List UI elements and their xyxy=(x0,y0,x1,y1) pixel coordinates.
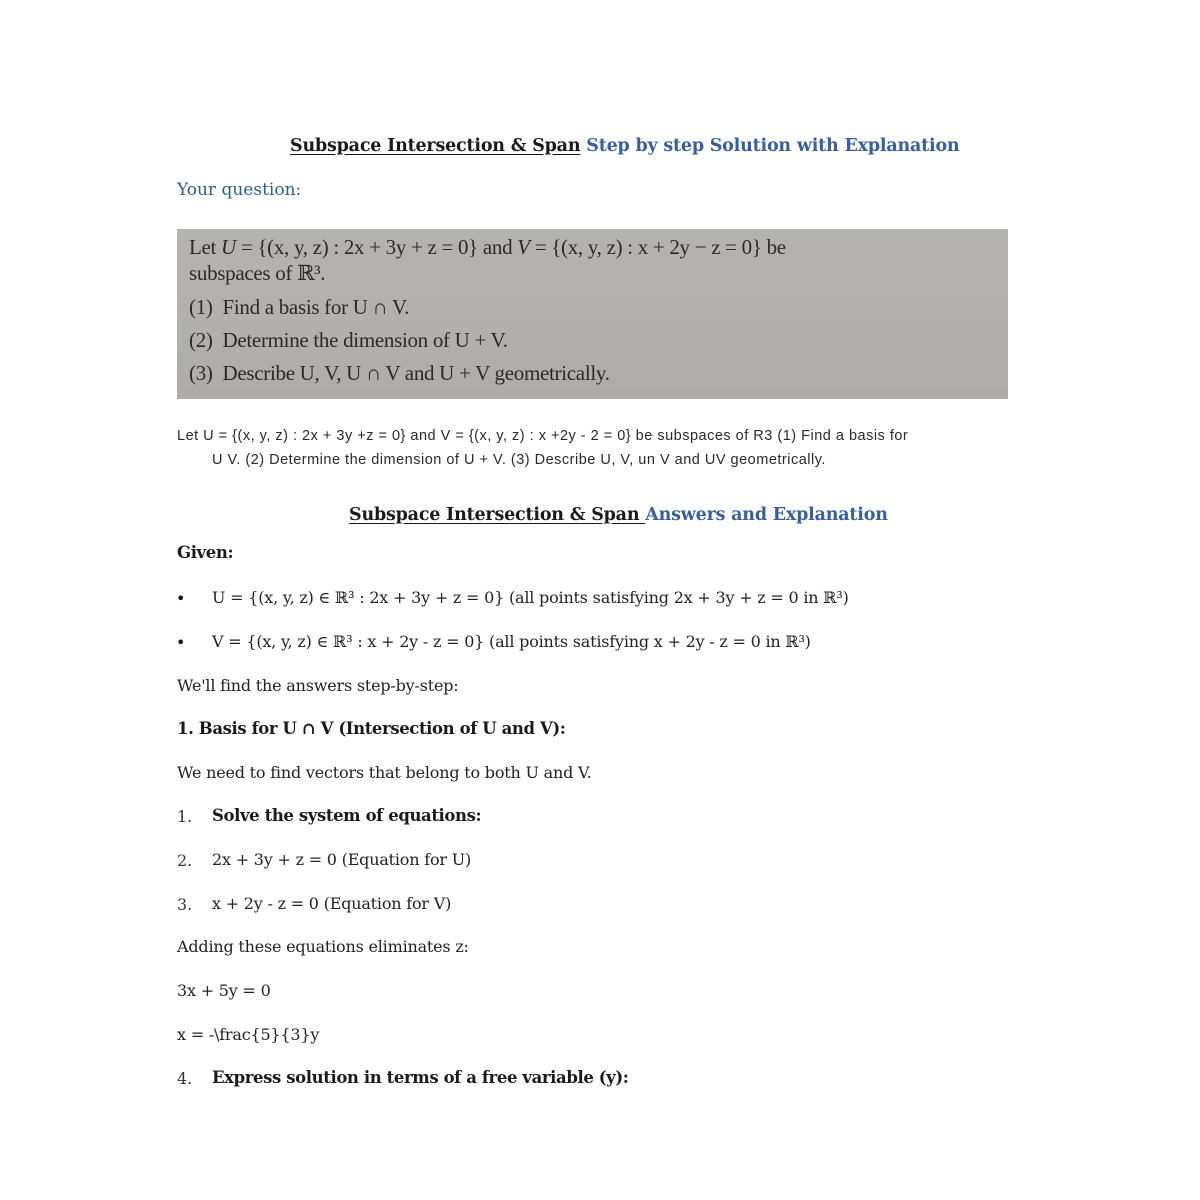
question-image-line-4: (2) Determine the dimension of U + V. xyxy=(189,328,508,352)
ocr-text-line-2: U V. (2) Determine the dimension of U + V. (3) Describe U, V, un V and UV geometrically. xyxy=(212,452,826,468)
step-number: 1. xyxy=(177,807,193,826)
equation-x: x = -\frac{5}{3}y xyxy=(177,1025,320,1044)
step-4-text: Express solution in terms of a free variable (y): xyxy=(212,1068,629,1087)
step-1-text: Solve the system of equations: xyxy=(212,806,482,825)
your-question-label: Your question: xyxy=(177,180,302,200)
question-image xyxy=(177,229,1008,399)
step-3-text: x + 2y - z = 0 (Equation for V) xyxy=(212,894,452,913)
equation-sum: 3x + 5y = 0 xyxy=(177,981,271,1000)
section1-desc: We need to find vectors that belong to both U and V. xyxy=(177,763,592,782)
intro-text: We'll find the answers step-by-step: xyxy=(177,676,459,695)
given-item-v: V = {(x, y, z) ∈ ℝ³ : x + 2y - z = 0} (all points satisfying x + 2y - z = 0 in ℝ³) xyxy=(212,632,811,651)
title-suffix: Step by step Solution with Explanation xyxy=(586,136,960,156)
question-image-line-5: (3) Describe U, V, U ∩ V and U + V geometrically. xyxy=(189,361,610,385)
section1-heading: 1. Basis for U ∩ V (Intersection of U and V): xyxy=(177,719,566,738)
ocr-text-line-1: Let U = {(x, y, z) : 2x + 3y +z = 0} and V = {(x, y, z) : x +2y - 2 = 0} be subspaces of R3 (1) Find a basis for xyxy=(177,428,909,444)
bullet-icon: • xyxy=(176,589,186,608)
answers-title-suffix: Answers and Explanation xyxy=(645,505,888,525)
question-image-line-3: (1) Find a basis for U ∩ V. xyxy=(189,295,410,319)
title-main: Subspace Intersection & Span xyxy=(290,136,581,156)
page-title xyxy=(290,136,959,156)
question-image-line-2: subspaces of ℝ³. xyxy=(189,261,326,285)
given-item-u: U = {(x, y, z) ∈ ℝ³ : 2x + 3y + z = 0} (all points satisfying 2x + 3y + z = 0 in ℝ³) xyxy=(212,588,849,607)
step-2-text: 2x + 3y + z = 0 (Equation for U) xyxy=(212,850,472,869)
question-image-line-1: Let U = {(x, y, z) : 2x + 3y + z = 0} and V = {(x, y, z) : x + 2y − z = 0} be xyxy=(189,235,786,259)
step-number: 4. xyxy=(177,1069,193,1088)
given-label: Given: xyxy=(177,543,234,562)
bullet-icon: • xyxy=(176,633,186,652)
adding-text: Adding these equations eliminates z: xyxy=(177,937,469,956)
answers-title xyxy=(349,505,888,525)
answers-title-main: Subspace Intersection & Span xyxy=(349,505,646,525)
step-number: 2. xyxy=(177,851,193,870)
step-number: 3. xyxy=(177,895,193,914)
